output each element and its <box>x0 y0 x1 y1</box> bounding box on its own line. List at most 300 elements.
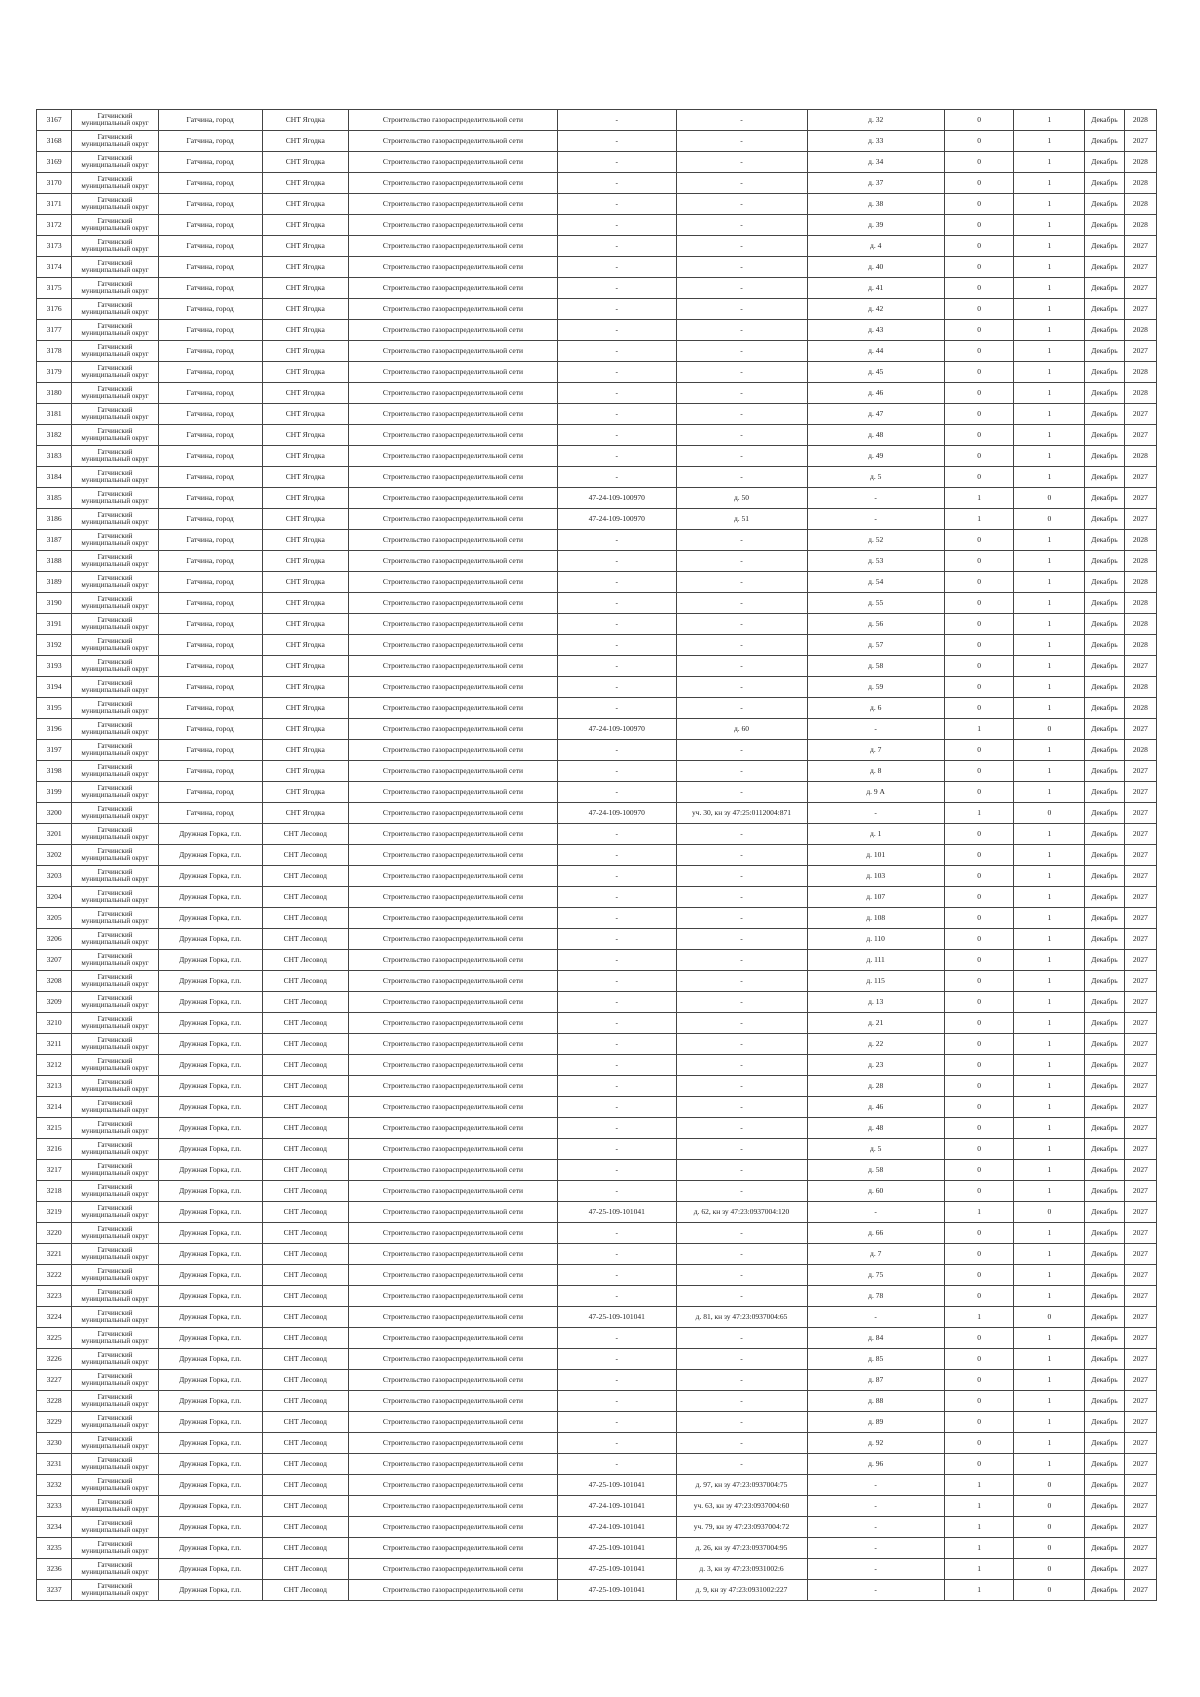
district-line-1: Гатчинский <box>97 342 133 351</box>
count-b: 1 <box>1014 593 1085 614</box>
count-b: 1 <box>1014 656 1085 677</box>
table-row <box>37 383 1157 404</box>
month: Декабрь <box>1085 1076 1125 1097</box>
plot-address: - <box>676 740 807 761</box>
table-row <box>37 845 1157 866</box>
work-type: Строительство газораспределительной сети <box>348 1328 557 1349</box>
year: 2027 <box>1124 467 1156 488</box>
house-address: д. 66 <box>807 1223 944 1244</box>
program-code: - <box>557 1223 676 1244</box>
work-type: Строительство газораспределительной сети <box>348 1223 557 1244</box>
snt-name: СНТ Лесовод <box>262 1538 348 1559</box>
year: 2027 <box>1124 299 1156 320</box>
house-address: - <box>807 488 944 509</box>
district <box>72 215 158 236</box>
district-line-2: муниципальный округ <box>81 1190 149 1198</box>
plot-address: д. 97, кн зу 47:23:0937004:75 <box>676 1475 807 1496</box>
program-code: 47-24-109-100970 <box>557 803 676 824</box>
count-b: 1 <box>1014 446 1085 467</box>
district-line-2: муниципальный округ <box>81 350 149 358</box>
settlement: Гатчина, город <box>158 572 262 593</box>
month: Декабрь <box>1085 530 1125 551</box>
year: 2027 <box>1124 1391 1156 1412</box>
snt-name: СНТ Лесовод <box>262 1391 348 1412</box>
snt-name: СНТ Лесовод <box>262 1496 348 1517</box>
work-type: Строительство газораспределительной сети <box>348 593 557 614</box>
table-row <box>37 1307 1157 1328</box>
row-number: 3176 <box>37 299 72 320</box>
district-line-2: муниципальный округ <box>81 245 149 253</box>
table-row <box>37 698 1157 719</box>
count-a: 0 <box>944 467 1014 488</box>
count-a: 0 <box>944 677 1014 698</box>
house-address: д. 34 <box>807 152 944 173</box>
program-code: - <box>557 1160 676 1181</box>
program-code: - <box>557 530 676 551</box>
program-code: - <box>557 1265 676 1286</box>
house-address: д. 92 <box>807 1433 944 1454</box>
district-line-2: муниципальный округ <box>81 917 149 925</box>
month: Декабрь <box>1085 257 1125 278</box>
snt-name: СНТ Лесовод <box>262 929 348 950</box>
house-address: д. 8 <box>807 761 944 782</box>
district-line-1: Гатчинский <box>97 930 133 939</box>
district <box>72 1244 158 1265</box>
program-code: - <box>557 971 676 992</box>
district-line-1: Гатчинский <box>97 573 133 582</box>
house-address: д. 56 <box>807 614 944 635</box>
row-number: 3194 <box>37 677 72 698</box>
district <box>72 1013 158 1034</box>
plot-address: - <box>676 1412 807 1433</box>
table-row <box>37 131 1157 152</box>
work-type: Строительство газораспределительной сети <box>348 194 557 215</box>
district-line-2: муниципальный округ <box>81 329 149 337</box>
plot-address: д. 50 <box>676 488 807 509</box>
count-a: 1 <box>944 1559 1014 1580</box>
table-row <box>37 866 1157 887</box>
month: Декабрь <box>1085 236 1125 257</box>
snt-name: СНТ Лесовод <box>262 1265 348 1286</box>
plot-address: - <box>676 1055 807 1076</box>
row-number: 3231 <box>37 1454 72 1475</box>
work-type: Строительство газораспределительной сети <box>348 425 557 446</box>
year: 2028 <box>1124 446 1156 467</box>
snt-name: СНТ Лесовод <box>262 1307 348 1328</box>
count-b: 0 <box>1014 719 1085 740</box>
count-a: 0 <box>944 572 1014 593</box>
year: 2027 <box>1124 1349 1156 1370</box>
month: Декабрь <box>1085 299 1125 320</box>
house-address: д. 52 <box>807 530 944 551</box>
house-address: - <box>807 1496 944 1517</box>
year: 2027 <box>1124 257 1156 278</box>
year: 2028 <box>1124 677 1156 698</box>
program-code: 47-24-109-101041 <box>557 1517 676 1538</box>
settlement: Дружная Горка, г.п. <box>158 1034 262 1055</box>
table-row <box>37 1223 1157 1244</box>
district <box>72 1076 158 1097</box>
house-address: д. 37 <box>807 173 944 194</box>
table-row <box>37 1454 1157 1475</box>
plot-address: - <box>676 551 807 572</box>
plot-address: - <box>676 677 807 698</box>
month: Декабрь <box>1085 1013 1125 1034</box>
house-address: д. 89 <box>807 1412 944 1433</box>
district-line-2: муниципальный округ <box>81 959 149 967</box>
program-code: 47-25-109-101041 <box>557 1475 676 1496</box>
district <box>72 446 158 467</box>
year: 2027 <box>1124 1433 1156 1454</box>
work-type: Строительство газораспределительной сети <box>348 509 557 530</box>
district-line-1: Гатчинский <box>97 1497 133 1506</box>
row-number: 3192 <box>37 635 72 656</box>
settlement: Дружная Горка, г.п. <box>158 992 262 1013</box>
year: 2028 <box>1124 635 1156 656</box>
count-b: 1 <box>1014 236 1085 257</box>
program-code: - <box>557 572 676 593</box>
district <box>72 971 158 992</box>
count-a: 0 <box>944 1013 1014 1034</box>
count-b: 0 <box>1014 1538 1085 1559</box>
district <box>72 1034 158 1055</box>
snt-name: СНТ Ягодка <box>262 656 348 677</box>
district-line-1: Гатчинский <box>97 1560 133 1569</box>
month: Декабрь <box>1085 152 1125 173</box>
district <box>72 614 158 635</box>
table-row <box>37 1538 1157 1559</box>
program-code: - <box>557 215 676 236</box>
plot-address: - <box>676 194 807 215</box>
settlement: Дружная Горка, г.п. <box>158 1055 262 1076</box>
program-code: - <box>557 425 676 446</box>
count-a: 0 <box>944 194 1014 215</box>
work-type: Строительство газораспределительной сети <box>348 383 557 404</box>
district-line-1: Гатчинский <box>97 1392 133 1401</box>
district <box>72 131 158 152</box>
work-type: Строительство газораспределительной сети <box>348 1496 557 1517</box>
district <box>72 383 158 404</box>
row-number: 3210 <box>37 1013 72 1034</box>
count-b: 1 <box>1014 1244 1085 1265</box>
settlement: Дружная Горка, г.п. <box>158 1391 262 1412</box>
plot-address: - <box>676 866 807 887</box>
district <box>72 173 158 194</box>
count-a: 0 <box>944 383 1014 404</box>
count-b: 1 <box>1014 194 1085 215</box>
district <box>72 467 158 488</box>
district-line-2: муниципальный округ <box>81 896 149 904</box>
program-code: - <box>557 131 676 152</box>
house-address: д. 108 <box>807 908 944 929</box>
count-b: 1 <box>1014 257 1085 278</box>
house-address: - <box>807 1559 944 1580</box>
count-a: 0 <box>944 1454 1014 1475</box>
plot-address: - <box>676 215 807 236</box>
count-b: 1 <box>1014 1097 1085 1118</box>
count-b: 1 <box>1014 1265 1085 1286</box>
house-address: - <box>807 1538 944 1559</box>
snt-name: СНТ Лесовод <box>262 1286 348 1307</box>
count-b: 1 <box>1014 1454 1085 1475</box>
district-line-2: муниципальный округ <box>81 434 149 442</box>
work-type: Строительство газораспределительной сети <box>348 635 557 656</box>
table-row <box>37 635 1157 656</box>
settlement: Гатчина, город <box>158 404 262 425</box>
district <box>72 1454 158 1475</box>
district <box>72 1097 158 1118</box>
program-code: - <box>557 173 676 194</box>
settlement: Гатчина, город <box>158 719 262 740</box>
district-line-2: муниципальный округ <box>81 371 149 379</box>
program-code: - <box>557 341 676 362</box>
snt-name: СНТ Ягодка <box>262 467 348 488</box>
snt-name: СНТ Ягодка <box>262 572 348 593</box>
snt-name: СНТ Лесовод <box>262 950 348 971</box>
district <box>72 572 158 593</box>
count-b: 1 <box>1014 1118 1085 1139</box>
district <box>72 320 158 341</box>
house-address: д. 4 <box>807 236 944 257</box>
house-address: д. 111 <box>807 950 944 971</box>
work-type: Строительство газораспределительной сети <box>348 1097 557 1118</box>
settlement: Дружная Горка, г.п. <box>158 1244 262 1265</box>
plot-address: д. 60 <box>676 719 807 740</box>
snt-name: СНТ Ягодка <box>262 551 348 572</box>
district-line-1: Гатчинский <box>97 111 133 120</box>
row-number: 3227 <box>37 1370 72 1391</box>
settlement: Гатчина, город <box>158 257 262 278</box>
count-a: 0 <box>944 1265 1014 1286</box>
count-b: 1 <box>1014 614 1085 635</box>
count-b: 1 <box>1014 341 1085 362</box>
settlement: Дружная Горка, г.п. <box>158 1139 262 1160</box>
snt-name: СНТ Лесовод <box>262 971 348 992</box>
settlement: Дружная Горка, г.п. <box>158 971 262 992</box>
table-row <box>37 1118 1157 1139</box>
count-a: 0 <box>944 446 1014 467</box>
count-b: 1 <box>1014 362 1085 383</box>
settlement: Гатчина, город <box>158 110 262 131</box>
district <box>72 824 158 845</box>
work-type: Строительство газораспределительной сети <box>348 404 557 425</box>
work-type: Строительство газораспределительной сети <box>348 971 557 992</box>
table-row <box>37 803 1157 824</box>
year: 2027 <box>1124 908 1156 929</box>
year: 2027 <box>1124 1412 1156 1433</box>
program-code: - <box>557 446 676 467</box>
count-b: 1 <box>1014 740 1085 761</box>
district-line-1: Гатчинский <box>97 531 133 540</box>
district-line-1: Гатчинский <box>97 468 133 477</box>
month: Декабрь <box>1085 1202 1125 1223</box>
table-row <box>37 1517 1157 1538</box>
district-line-1: Гатчинский <box>97 741 133 750</box>
year: 2027 <box>1124 1244 1156 1265</box>
month: Декабрь <box>1085 1034 1125 1055</box>
row-number: 3222 <box>37 1265 72 1286</box>
district <box>72 866 158 887</box>
district-line-2: муниципальный округ <box>81 1022 149 1030</box>
settlement: Дружная Горка, г.п. <box>158 887 262 908</box>
program-code: - <box>557 1370 676 1391</box>
program-code: - <box>557 950 676 971</box>
work-type: Строительство газораспределительной сети <box>348 1580 557 1601</box>
settlement: Дружная Горка, г.п. <box>158 1223 262 1244</box>
district-line-2: муниципальный округ <box>81 1253 149 1261</box>
district <box>72 761 158 782</box>
row-number: 3175 <box>37 278 72 299</box>
district-line-2: муниципальный округ <box>81 518 149 526</box>
table-row <box>37 194 1157 215</box>
row-number: 3236 <box>37 1559 72 1580</box>
house-address: д. 45 <box>807 362 944 383</box>
district-line-1: Гатчинский <box>97 1371 133 1380</box>
program-code: - <box>557 1013 676 1034</box>
work-type: Строительство газораспределительной сети <box>348 1076 557 1097</box>
plot-address: - <box>676 362 807 383</box>
settlement: Гатчина, город <box>158 698 262 719</box>
table-row <box>37 1580 1157 1601</box>
month: Декабрь <box>1085 1370 1125 1391</box>
month: Декабрь <box>1085 1496 1125 1517</box>
district <box>72 509 158 530</box>
table-row <box>37 887 1157 908</box>
count-a: 0 <box>944 1076 1014 1097</box>
district-line-1: Гатчинский <box>97 846 133 855</box>
count-b: 1 <box>1014 1412 1085 1433</box>
plot-address: д. 3, кн зу 47:23:0931002:6 <box>676 1559 807 1580</box>
count-a: 1 <box>944 719 1014 740</box>
program-code: - <box>557 110 676 131</box>
month: Декабрь <box>1085 1307 1125 1328</box>
snt-name: СНТ Лесовод <box>262 1328 348 1349</box>
snt-name: СНТ Лесовод <box>262 1139 348 1160</box>
plot-address: - <box>676 467 807 488</box>
program-code: - <box>557 404 676 425</box>
district-line-2: муниципальный округ <box>81 1127 149 1135</box>
district-line-2: муниципальный округ <box>81 1526 149 1534</box>
house-address: д. 28 <box>807 1076 944 1097</box>
plot-address: - <box>676 1160 807 1181</box>
row-number: 3204 <box>37 887 72 908</box>
plot-address: уч. 30, кн зу 47:25:0112004:871 <box>676 803 807 824</box>
snt-name: СНТ Лесовод <box>262 1055 348 1076</box>
snt-name: СНТ Ягодка <box>262 635 348 656</box>
row-number: 3230 <box>37 1433 72 1454</box>
year: 2027 <box>1124 1475 1156 1496</box>
month: Декабрь <box>1085 1559 1125 1580</box>
year: 2027 <box>1124 1034 1156 1055</box>
count-a: 0 <box>944 341 1014 362</box>
month: Декабрь <box>1085 362 1125 383</box>
house-address: д. 1 <box>807 824 944 845</box>
program-code: 47-24-109-100970 <box>557 488 676 509</box>
district-line-1: Гатчинский <box>97 195 133 204</box>
year: 2027 <box>1124 509 1156 530</box>
program-code: - <box>557 551 676 572</box>
district-line-2: муниципальный округ <box>81 266 149 274</box>
program-code: - <box>557 1244 676 1265</box>
year: 2027 <box>1124 1181 1156 1202</box>
house-address: - <box>807 1475 944 1496</box>
count-a: 1 <box>944 1496 1014 1517</box>
month: Декабрь <box>1085 425 1125 446</box>
work-type: Строительство газораспределительной сети <box>348 1370 557 1391</box>
plot-address: - <box>676 425 807 446</box>
settlement: Гатчина, город <box>158 152 262 173</box>
count-b: 1 <box>1014 992 1085 1013</box>
district-line-1: Гатчинский <box>97 1413 133 1422</box>
plot-address: - <box>676 1454 807 1475</box>
district-line-2: муниципальный округ <box>81 1400 149 1408</box>
count-a: 0 <box>944 362 1014 383</box>
work-type: Строительство газораспределительной сети <box>348 446 557 467</box>
year: 2027 <box>1124 887 1156 908</box>
settlement: Дружная Горка, г.п. <box>158 1454 262 1475</box>
district-line-1: Гатчинский <box>97 909 133 918</box>
settlement: Дружная Горка, г.п. <box>158 1538 262 1559</box>
table-row <box>37 446 1157 467</box>
district <box>72 1160 158 1181</box>
plot-address: - <box>676 1349 807 1370</box>
year: 2028 <box>1124 740 1156 761</box>
district-line-2: муниципальный округ <box>81 182 149 190</box>
settlement: Гатчина, город <box>158 215 262 236</box>
house-address: д. 85 <box>807 1349 944 1370</box>
program-code: 47-24-109-100970 <box>557 719 676 740</box>
row-number: 3181 <box>37 404 72 425</box>
plot-address: - <box>676 278 807 299</box>
district <box>72 887 158 908</box>
plot-address: д. 9, кн зу 47:23:0931002:227 <box>676 1580 807 1601</box>
row-number: 3206 <box>37 929 72 950</box>
work-type: Строительство газораспределительной сети <box>348 467 557 488</box>
row-number: 3202 <box>37 845 72 866</box>
work-type: Строительство газораспределительной сети <box>348 908 557 929</box>
district-line-2: муниципальный округ <box>81 1421 149 1429</box>
year: 2028 <box>1124 383 1156 404</box>
settlement: Дружная Горка, г.п. <box>158 1181 262 1202</box>
district <box>72 698 158 719</box>
work-type: Строительство газораспределительной сети <box>348 1307 557 1328</box>
plot-address: д. 26, кн зу 47:23:0937004:95 <box>676 1538 807 1559</box>
year: 2028 <box>1124 530 1156 551</box>
district-line-1: Гатчинский <box>97 279 133 288</box>
snt-name: СНТ Лесовод <box>262 1244 348 1265</box>
count-b: 1 <box>1014 1139 1085 1160</box>
district <box>72 551 158 572</box>
row-number: 3172 <box>37 215 72 236</box>
snt-name: СНТ Лесовод <box>262 1454 348 1475</box>
work-type: Строительство газораспределительной сети <box>348 761 557 782</box>
month: Декабрь <box>1085 1454 1125 1475</box>
row-number: 3208 <box>37 971 72 992</box>
settlement: Гатчина, город <box>158 551 262 572</box>
year: 2027 <box>1124 782 1156 803</box>
settlement: Дружная Горка, г.п. <box>158 1496 262 1517</box>
month: Декабрь <box>1085 131 1125 152</box>
work-type: Строительство газораспределительной сети <box>348 677 557 698</box>
house-address: д. 75 <box>807 1265 944 1286</box>
settlement: Гатчина, город <box>158 383 262 404</box>
district-line-1: Гатчинский <box>97 867 133 876</box>
year: 2027 <box>1124 803 1156 824</box>
house-address: д. 49 <box>807 446 944 467</box>
table-row <box>37 1244 1157 1265</box>
year: 2027 <box>1124 866 1156 887</box>
count-b: 1 <box>1014 572 1085 593</box>
